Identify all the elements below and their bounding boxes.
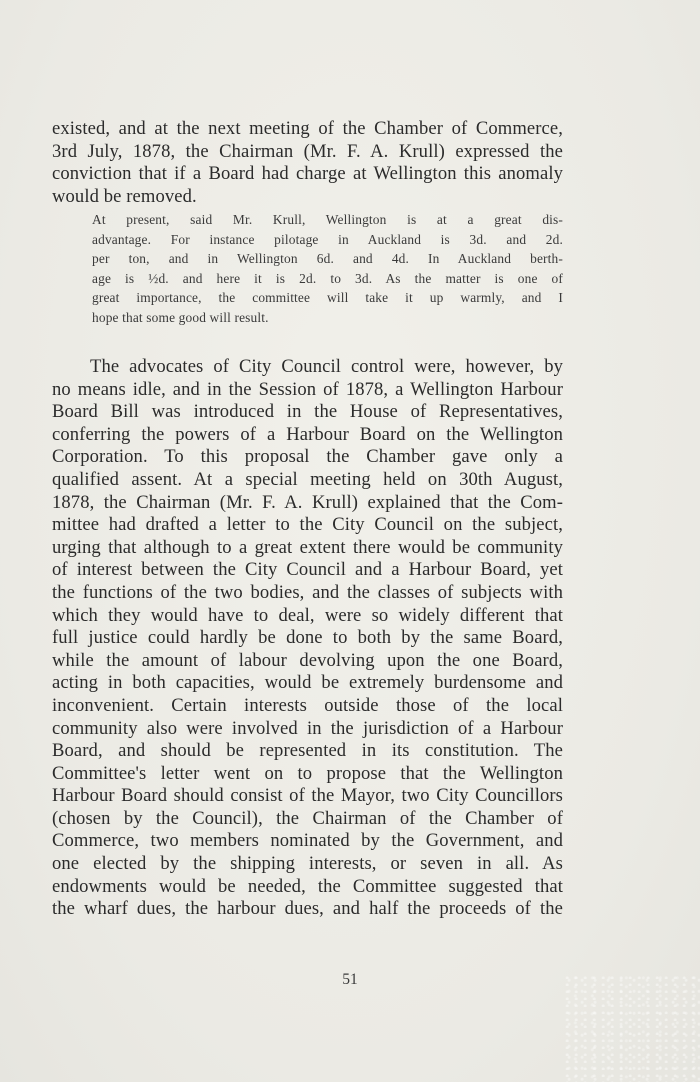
paragraph-1 [52,118,563,208]
text-line: (chosen by the Council), the Chairman of the Chamber of [52,807,563,829]
quote-line: per ton, and in Wellington 6d. and 4d. In Auckland berth- [92,251,563,266]
text-line: while the amount of labour devolving upon the one Board, [52,649,563,671]
text-line: Committee's letter went on to propose that the Wellington [52,762,563,784]
block-quote [92,210,563,327]
text-line: endowments would be needed, the Committee suggested that [52,875,563,897]
text-line: 1878, the Chairman (Mr. F. A. Krull) explained that the Com- [52,491,563,513]
text-line: Harbour Board should consist of the Mayor, two City Councillors [52,785,563,807]
text-line: urging that although to a great extent there would be community [52,536,563,558]
text-line: Board Bill was introduced in the House of Representatives, [52,401,563,423]
quote-line: hope that some good will result. [92,309,269,325]
quote-line: At present, said Mr. Krull, Wellington is at a great dis- [92,212,563,227]
text-line: mittee had drafted a letter to the City Council on the subject, [52,514,563,536]
text-line: one elected by the shipping interests, or seven in all. As [52,853,563,875]
text-line: Corporation. To this proposal the Chamber gave only a [52,446,563,468]
text-line: qualified assent. At a special meeting held on 30th August, [52,468,563,490]
text-line: conviction that if a Board had charge at Wellington this anomaly [52,163,563,185]
text-line: which they would have to deal, were so widely different that [52,604,563,626]
text-line: Commerce, two members nominated by the Government, and [52,830,563,852]
text-line: inconvenient. Certain interests outside those of the local [52,694,563,716]
quote-line: age is ½d. and here it is 2d. to 3d. As the matter is one of [92,270,563,286]
quote-line: advantage. For instance pilotage in Auckland is 3d. and 2d. [92,231,563,247]
text-line: Board, and should be represented in its constitution. The [52,740,563,762]
paragraph-2 [52,356,563,921]
text-line: the functions of the two bodies, and the classes of subjects with [52,581,563,603]
text-line: existed, and at the next meeting of the Chamber of Commerce, [52,118,563,139]
quote-line: great importance, the committee will take it up warmly, and I [92,290,563,305]
text-line: no means idle, and in the Session of 1878, a Wellington Harbour [52,378,563,400]
text-line: conferring the powers of a Harbour Board on the Wellington [52,423,563,445]
text-line: of interest between the City Council and a Harbour Board, yet [52,559,563,581]
page-number: 51 [342,971,358,988]
text-line: community also were involved in the jurisdiction of a Harbour [52,717,563,739]
text-line: the wharf dues, the harbour dues, and half the proceeds of the [52,898,563,920]
paper-speckle [560,972,700,1082]
text-line: would be removed. [52,185,197,207]
text-line: 3rd July, 1878, the Chairman (Mr. F. A. Krull) expressed the [52,140,563,162]
text-line: The advocates of City Council control were, however, by [90,356,563,377]
text-line: full justice could hardly be done to both by the same Board, [52,627,563,649]
text-line: acting in both capacities, would be extremely burdensome and [52,672,563,694]
